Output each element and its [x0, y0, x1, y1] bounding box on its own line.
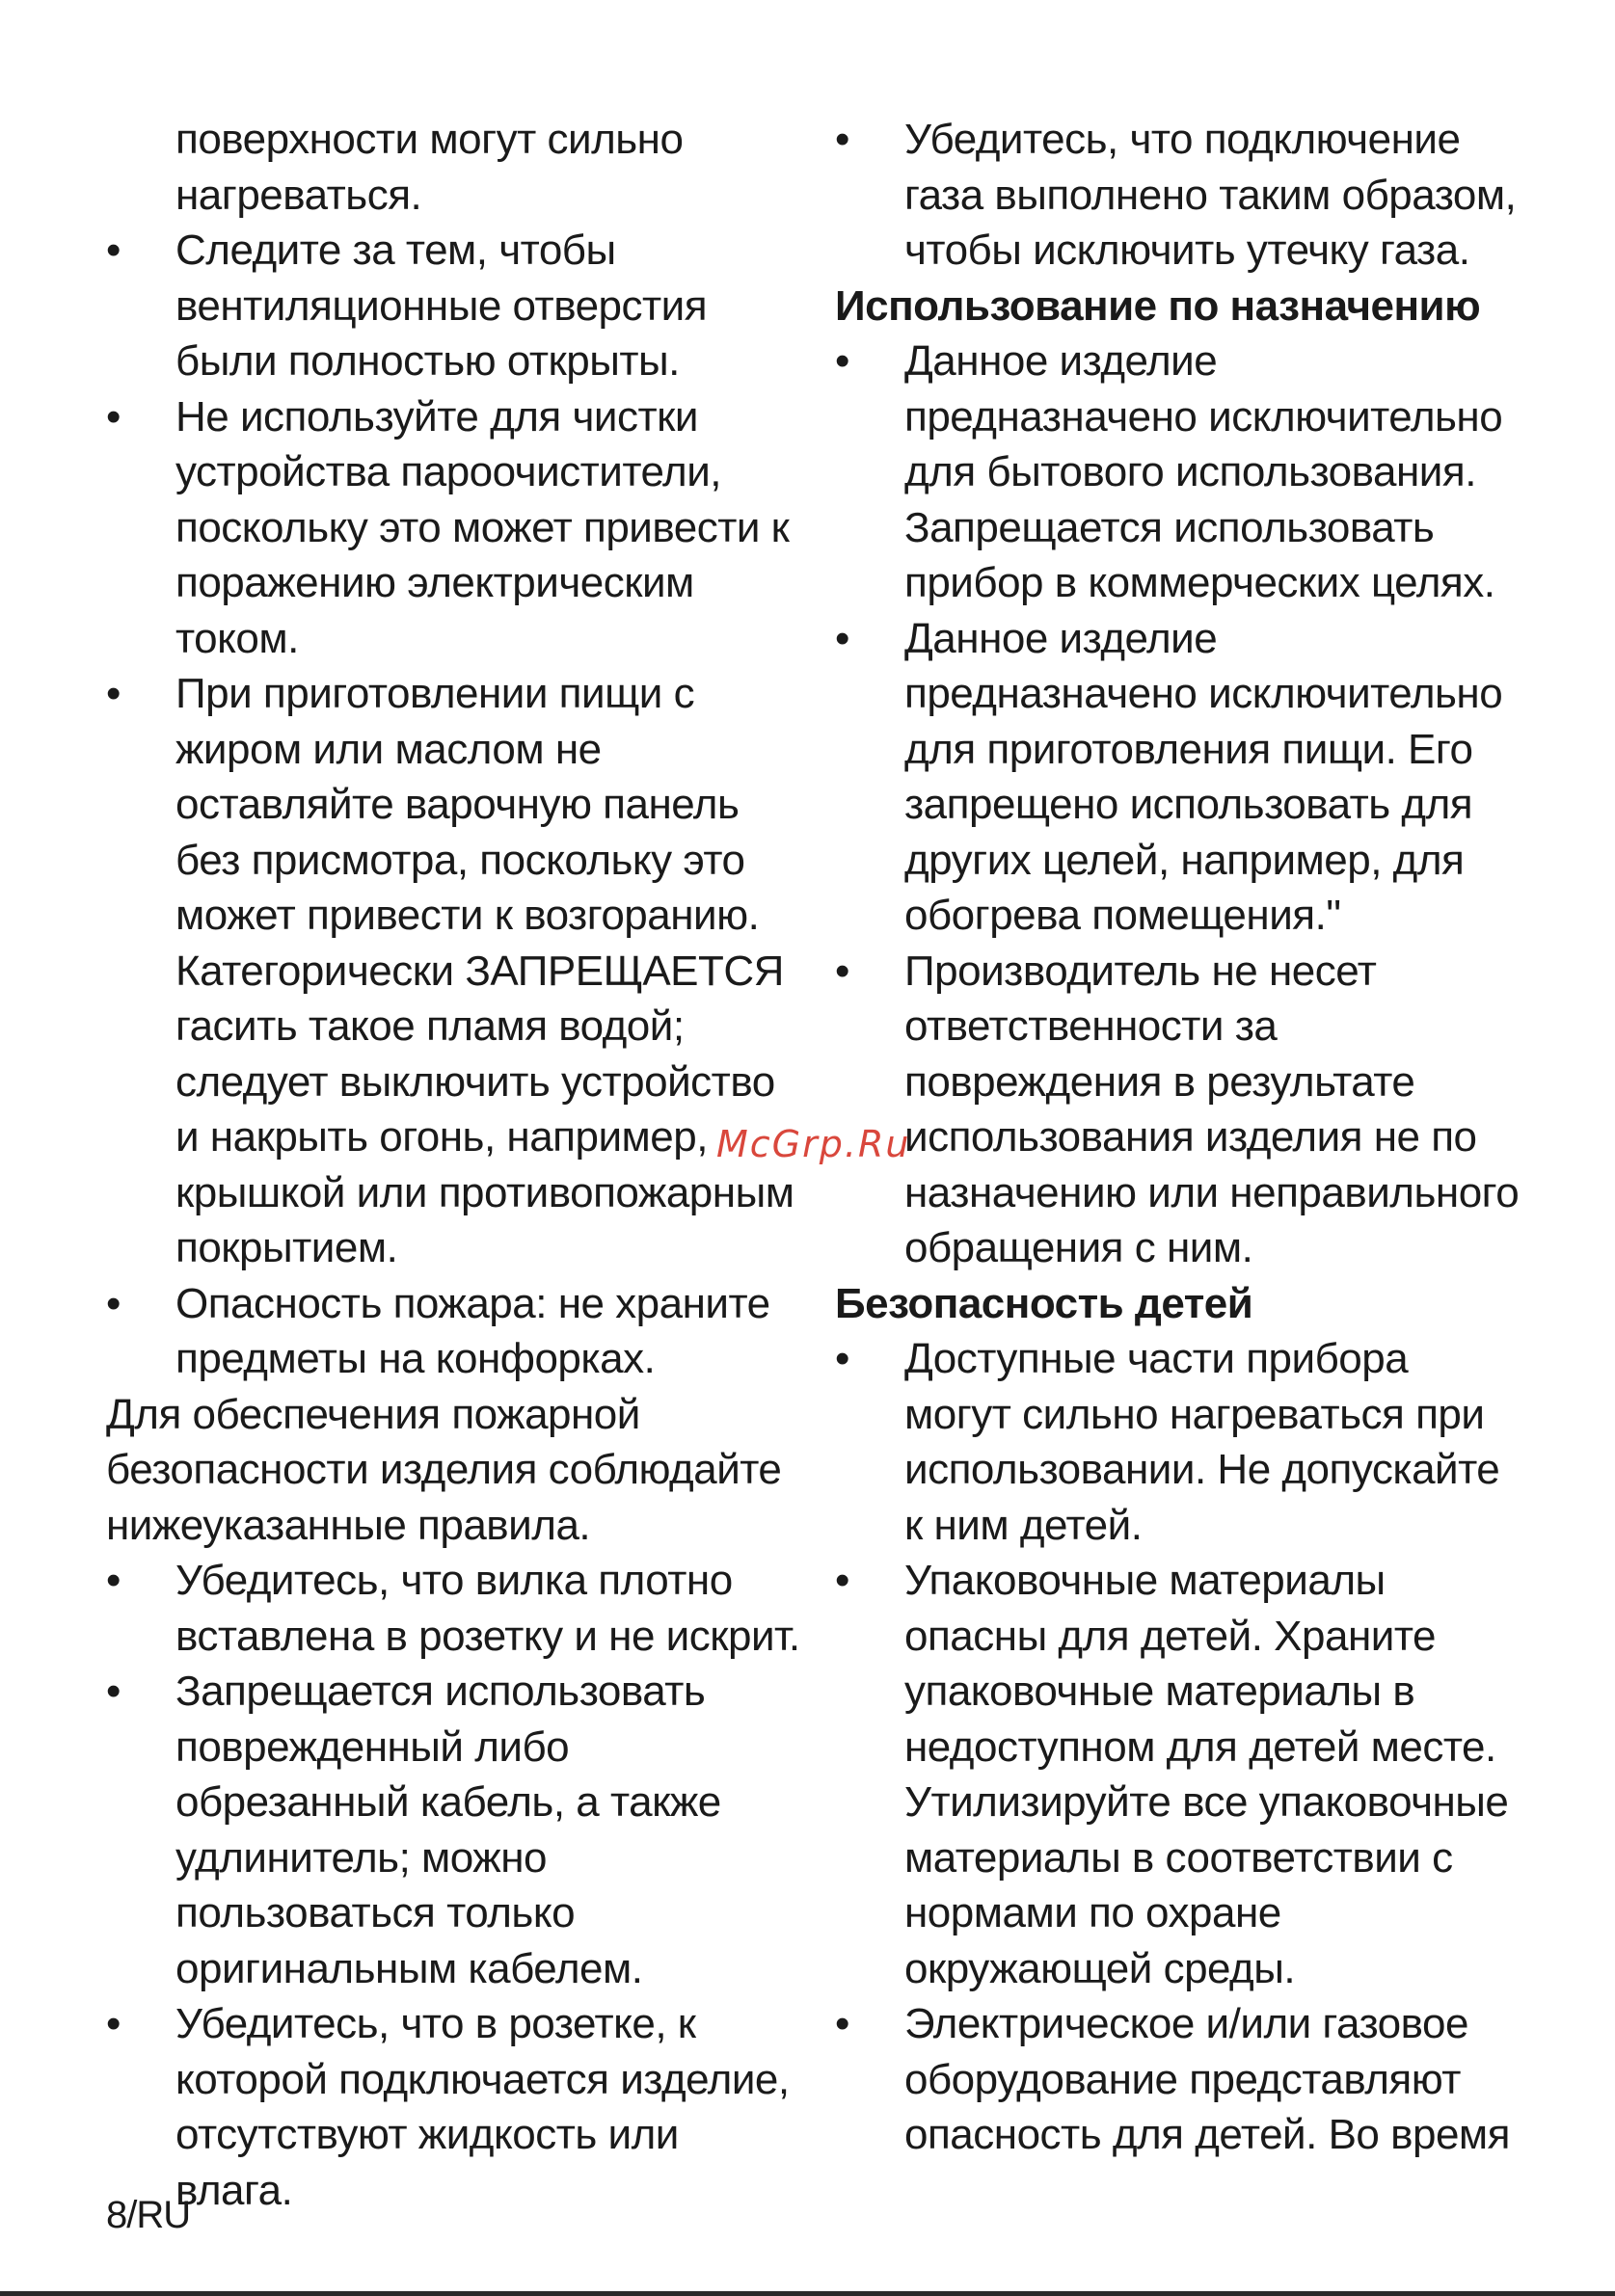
left-bullet-list-b [106, 1553, 800, 2218]
list-item-text: Убедитесь, что в розетке, к которой подключается изделие, отсутствуют жидкость или влага. [175, 2000, 790, 2214]
fire-safety-intro: Для обеспечения пожарной безопасности изделия соблюдайте нижеуказанные правила. [106, 1390, 782, 1549]
list-item-text: Данное изделие предназначено исключительно для бытового использования. Запрещается использовать прибор в коммерческих целях. [904, 337, 1503, 606]
list-item-text: Доступные части прибора могут сильно нагреваться при использовании. Не допускайте к ним детей. [904, 1335, 1500, 1549]
right-column [835, 112, 1520, 2163]
list-item [835, 1331, 1520, 1553]
section-heading-child-safety: Безопасность детей [835, 1279, 1253, 1327]
child-safety-list [835, 1331, 1520, 2163]
list-item [106, 1996, 800, 2218]
list-item-text: Убедитесь, что подключение газа выполнено таким образом, чтобы исключить утечку газа. [904, 116, 1517, 274]
list-item-text: Не используйте для чистки устройства пароочистители, поскольку это может привести к поражению электрическим током. [175, 392, 790, 662]
bullet-icon: • [106, 1279, 121, 1327]
list-item-text: Опасность пожара: не храните предметы на конфорках. [175, 1279, 770, 1382]
list-item [106, 389, 800, 667]
bottom-divider [0, 2291, 1615, 2296]
section-heading-intended-use: Использование по назначению [835, 281, 1481, 330]
list-item [835, 611, 1520, 944]
list-item-text: Запрещается использовать поврежденный либо обрезанный кабель, а также удлинитель; можно пользоваться только оригинальным кабелем. [175, 1668, 721, 1992]
list-item [835, 1553, 1520, 1996]
list-item [106, 1553, 800, 1664]
list-item-continued [106, 112, 800, 223]
list-item [106, 1664, 800, 1996]
list-item-text: Данное изделие предназначено исключительно для приготовления пищи. Его запрещено использовать для других целей, например, для обогрева помещения." [904, 614, 1503, 939]
bullet-icon: • [835, 947, 849, 995]
left-bullet-list-a [106, 112, 800, 1387]
list-item-text: При приготовлении пищи с жиром или маслом не оставляйте варочную панель без присмотра, поскольку это может привести к возгоранию. Категорически ЗАПРЕЩАЕТСЯ гасить такое пламя водой; следует выключить устройство и накрыть огонь, например, крышкой или противопожарным покрытием. [175, 670, 794, 1271]
list-item [835, 112, 1520, 279]
list-item-text: Электрическое и/или газовое оборудование представляют опасность для детей. Во время [904, 2000, 1511, 2158]
list-item-text: Убедитесь, что вилка плотно вставлена в розетку и не искрит. [175, 1557, 800, 1660]
bullet-icon: • [835, 1557, 849, 1604]
list-item [835, 1996, 1520, 2163]
left-column [106, 112, 800, 2218]
list-item-text: Упаковочные материалы опасны для детей. Храните упаковочные материалы в недоступном для детей месте. Утилизируйте все упаковочные материалы в соответствии с нормами по охране окружающей среды. [904, 1557, 1509, 1992]
list-item [106, 223, 800, 389]
bullet-icon: • [835, 337, 849, 385]
list-item-text: Производитель не несет ответственности за повреждения в результате использования изделия не по назначению или неправильного обращения с ним. [904, 947, 1520, 1271]
bullet-icon: • [106, 2000, 121, 2047]
bullet-icon: • [835, 116, 849, 163]
watermark: McGrp.Ru [716, 1123, 911, 1165]
list-item [835, 944, 1520, 1276]
bullet-icon: • [835, 614, 849, 662]
bullet-icon: • [106, 1668, 121, 1715]
intended-use-list [835, 334, 1520, 1276]
bullet-icon: • [106, 227, 121, 274]
right-bullet-list-a [835, 112, 1520, 279]
page-number: 8/RU [106, 2194, 191, 2236]
bullet-icon: • [106, 392, 121, 441]
bullet-icon: • [106, 670, 121, 717]
bullet-icon: • [106, 1557, 121, 1604]
list-item-text: поверхности могут сильно нагреваться. [175, 116, 684, 219]
bullet-icon: • [835, 2000, 849, 2047]
list-item [106, 1276, 800, 1387]
list-item-text: Следите за тем, чтобы вентиляционные отверстия были полностью открыты. [175, 227, 708, 385]
list-item [106, 666, 800, 1276]
list-item [835, 334, 1520, 611]
bullet-icon: • [835, 1335, 849, 1382]
